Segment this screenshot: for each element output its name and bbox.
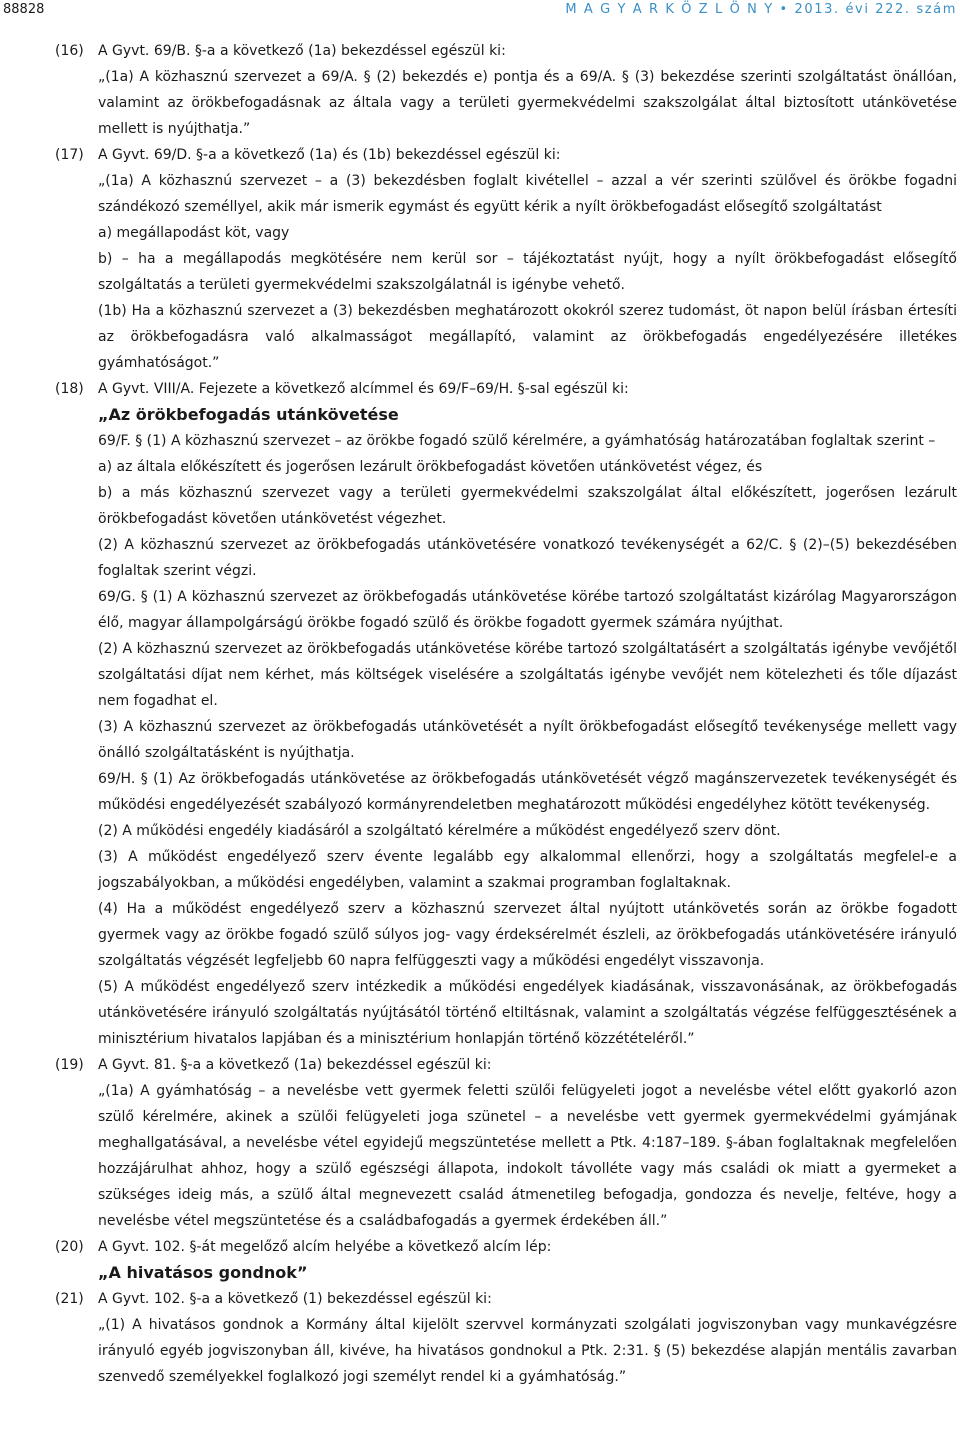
document-body: [55, 38, 957, 1390]
amendment-17: [55, 142, 957, 168]
page-header: [0, 0, 960, 24]
paragraph: (3) A közhasznú szervezet az örökbefogadás utánkövetését a nyílt örökbefogadást elősegítő tevékenysége mellett vagy önálló szolgáltatásként is nyújthatja.: [98, 719, 957, 761]
paragraph: „(1a) A közhasznú szervezet – a (3) bekezdésben foglalt kivétellel – azzal a vér szerinti szülővel és örökbe fogadni szándékozó személlyel, akik már ismerik egymást és együtt kérik a nyílt örökbefogadást elősegítő szolgáltatást: [98, 173, 957, 215]
item-intro: A Gyvt. 81. §-a a következő (1a) bekezdéssel egészül ki:: [98, 1057, 492, 1073]
paragraph: b) a más közhasznú szervezet vagy a területi gyermekvédelmi szakszolgálat által előkészített, jogerősen lezárult örökbefogadást követően utánkövetést végezhet.: [98, 485, 957, 527]
paragraph: (5) A működést engedélyező szerv intézkedik a működési engedélyek kiadásának, visszavonásának, az örökbefogadás utánkövetésére irányuló szolgáltatás nyújtásától történő eltiltásnak, valamint a szolgáltatás végzése felfüggesztésének a minisztérium hivatalos lapjában és a minisztérium honlapján történő közzétételéről.”: [98, 979, 957, 1047]
item-number: (21): [55, 1291, 84, 1307]
section-heading: „Az örökbefogadás utánkövetése: [98, 405, 399, 424]
paragraph: (2) A közhasznú szervezet az örökbefogadás utánkövetésére vonatkozó tevékenységét a 62/C. § (2)–(5) bekezdésében foglaltak szerint végzi.: [98, 537, 957, 579]
paragraph: (1b) Ha a közhasznú szervezet a (3) bekezdésben meghatározott okokról szerez tudomást, öt napon belül írásban értesíti az örökbefogadásra való alkalmasságot megállapító, valamint az örökbefogadás engedélyezésére illetékes gyámhatóságot.”: [98, 303, 957, 371]
amendment-20: [55, 1234, 957, 1260]
item-number: (16): [55, 43, 84, 59]
paragraph: „(1) A hivatásos gondnok a Kormány által kijelölt szervvel kormányzati szolgálati jogviszonyban vagy munkavégzésre irányuló egyéb jogviszonyban áll, kivéve, ha hivatásos gondnokul a Ptk. 2:31. § (5) bekezdése alapján mentális zavarban szenvedő személyekkel foglalkozó jogi személyt rendel ki a gyámhatóság.”: [98, 1317, 957, 1385]
section-heading: „A hivatásos gondnok”: [98, 1263, 308, 1282]
journal-title: M A G Y A R K Ö Z L Ö N Y • 2013. évi 222. szám: [565, 2, 957, 17]
item-intro: A Gyvt. VIII/A. Fejezete a következő alcímmel és 69/F–69/H. §-sal egészül ki:: [98, 381, 629, 397]
paragraph: „(1a) A gyámhatóság – a nevelésbe vett gyermek feletti szülői felügyeleti jogot a nevelésbe vétel előtt gyakorló azon szülő kérelmére, akinek a szülői felügyeleti joga szünetel – a nevelésbe vett gyermek gyermekvédelmi gyámjának meghallgatásával, a nevelésbe vétel egyidejű megszüntetése mellett a Ptk. 4:187–189. §-ában foglaltaknak megfelelően hozzájárulhat ahhoz, hogy a szülő egészségi állapota, indokolt távolléte vagy más családi ok miatt a gyermeket a szükséges ideig más, a szülő által megnevezett család átmenetileg befogadja, gondozza és nevelje, feltéve, hogy a nevelésbe vétel megszüntetése és a családbafogadás a gyermek érdekében áll.”: [98, 1083, 957, 1229]
paragraph: b) – ha a megállapodás megkötésére nem kerül sor – tájékoztatást nyújt, hogy a nyílt örökbefogadást elősegítő szolgáltatás a területi gyermekvédelmi szakszolgálatnál is igénybe vehető.: [98, 251, 957, 293]
item-intro: A Gyvt. 102. §-át megelőző alcím helyébe a következő alcím lép:: [98, 1239, 552, 1255]
paragraph: (3) A működést engedélyező szerv évente legalább egy alkalommal ellenőrzi, hogy a szolgáltatás megfelel-e a jogszabályokban, a működési engedélyben, valamint a szakmai programban foglaltaknak.: [98, 849, 957, 891]
paragraph: (2) A működési engedély kiadásáról a szolgáltató kérelmére a működést engedélyező szerv dönt.: [98, 823, 781, 839]
paragraph: a) megállapodást köt, vagy: [98, 225, 290, 241]
paragraph: „(1a) A közhasznú szervezet a 69/A. § (2) bekezdés e) pontja és a 69/A. § (3) bekezdése szerinti szolgáltatást önállóan, valamint az örökbefogadásnak az általa vagy a területi gyermekvédelmi szakszolgálat által biztosított utánkövetése mellett is nyújthatja.”: [98, 69, 957, 137]
paragraph: 69/H. § (1) Az örökbefogadás utánkövetése az örökbefogadás utánkövetését végző magánszervezetek tevékenységét és működési engedélyezését szabályozó kormányrendeletben meghatározott működési engedélyhez kötött tevékenység.: [98, 771, 957, 813]
paragraph: 69/F. § (1) A közhasznú szervezet – az örökbe fogadó szülő kérelmére, a gyámhatóság határozatában foglaltak szerint –: [98, 433, 936, 449]
amendment-16: [55, 38, 957, 64]
paragraph: (2) A közhasznú szervezet az örökbefogadás utánkövetése körébe tartozó szolgáltatásért a szolgáltatás igénybe vevőjétől szolgáltatási díjat nem kérhet, más költségek viselésére a szolgáltatás igénybe vevőjét nem kötelezheti és tőle díjazást nem fogadhat el.: [98, 641, 957, 709]
paragraph: a) az általa előkészített és jogerősen lezárult örökbefogadást követően utánkövetést végez, és: [98, 459, 763, 475]
amendment-21: [55, 1286, 957, 1312]
item-number: (17): [55, 147, 84, 163]
amendment-18: [55, 376, 957, 402]
item-number: (18): [55, 381, 84, 397]
amendment-19: [55, 1052, 957, 1078]
page-number: 88828: [3, 2, 45, 17]
paragraph: 69/G. § (1) A közhasznú szervezet az örökbefogadás utánkövetése körébe tartozó szolgáltatást kizárólag Magyarországon élő, magyar állampolgárságú örökbe fogadó szülő és örökbe fogadott gyermek számára nyújthat.: [98, 589, 957, 631]
item-intro: A Gyvt. 69/B. §-a a következő (1a) bekezdéssel egészül ki:: [98, 43, 506, 59]
paragraph: (4) Ha a működést engedélyező szerv a közhasznú szervezet által nyújtott utánkövetés során az örökbe fogadott gyermek vagy az örökbe fogadó szülő súlyos jog- vagy érdeksérelmét észleli, az örökbefogadás utánkövetésére irányuló szolgáltatás végzését legfeljebb 60 napra felfüggeszti vagy a működési engedélyt visszavonja.: [98, 901, 957, 969]
item-number: (20): [55, 1239, 84, 1255]
item-intro: A Gyvt. 102. §-a a következő (1) bekezdéssel egészül ki:: [98, 1291, 492, 1307]
item-number: (19): [55, 1057, 84, 1073]
item-intro: A Gyvt. 69/D. §-a a következő (1a) és (1b) bekezdéssel egészül ki:: [98, 147, 561, 163]
